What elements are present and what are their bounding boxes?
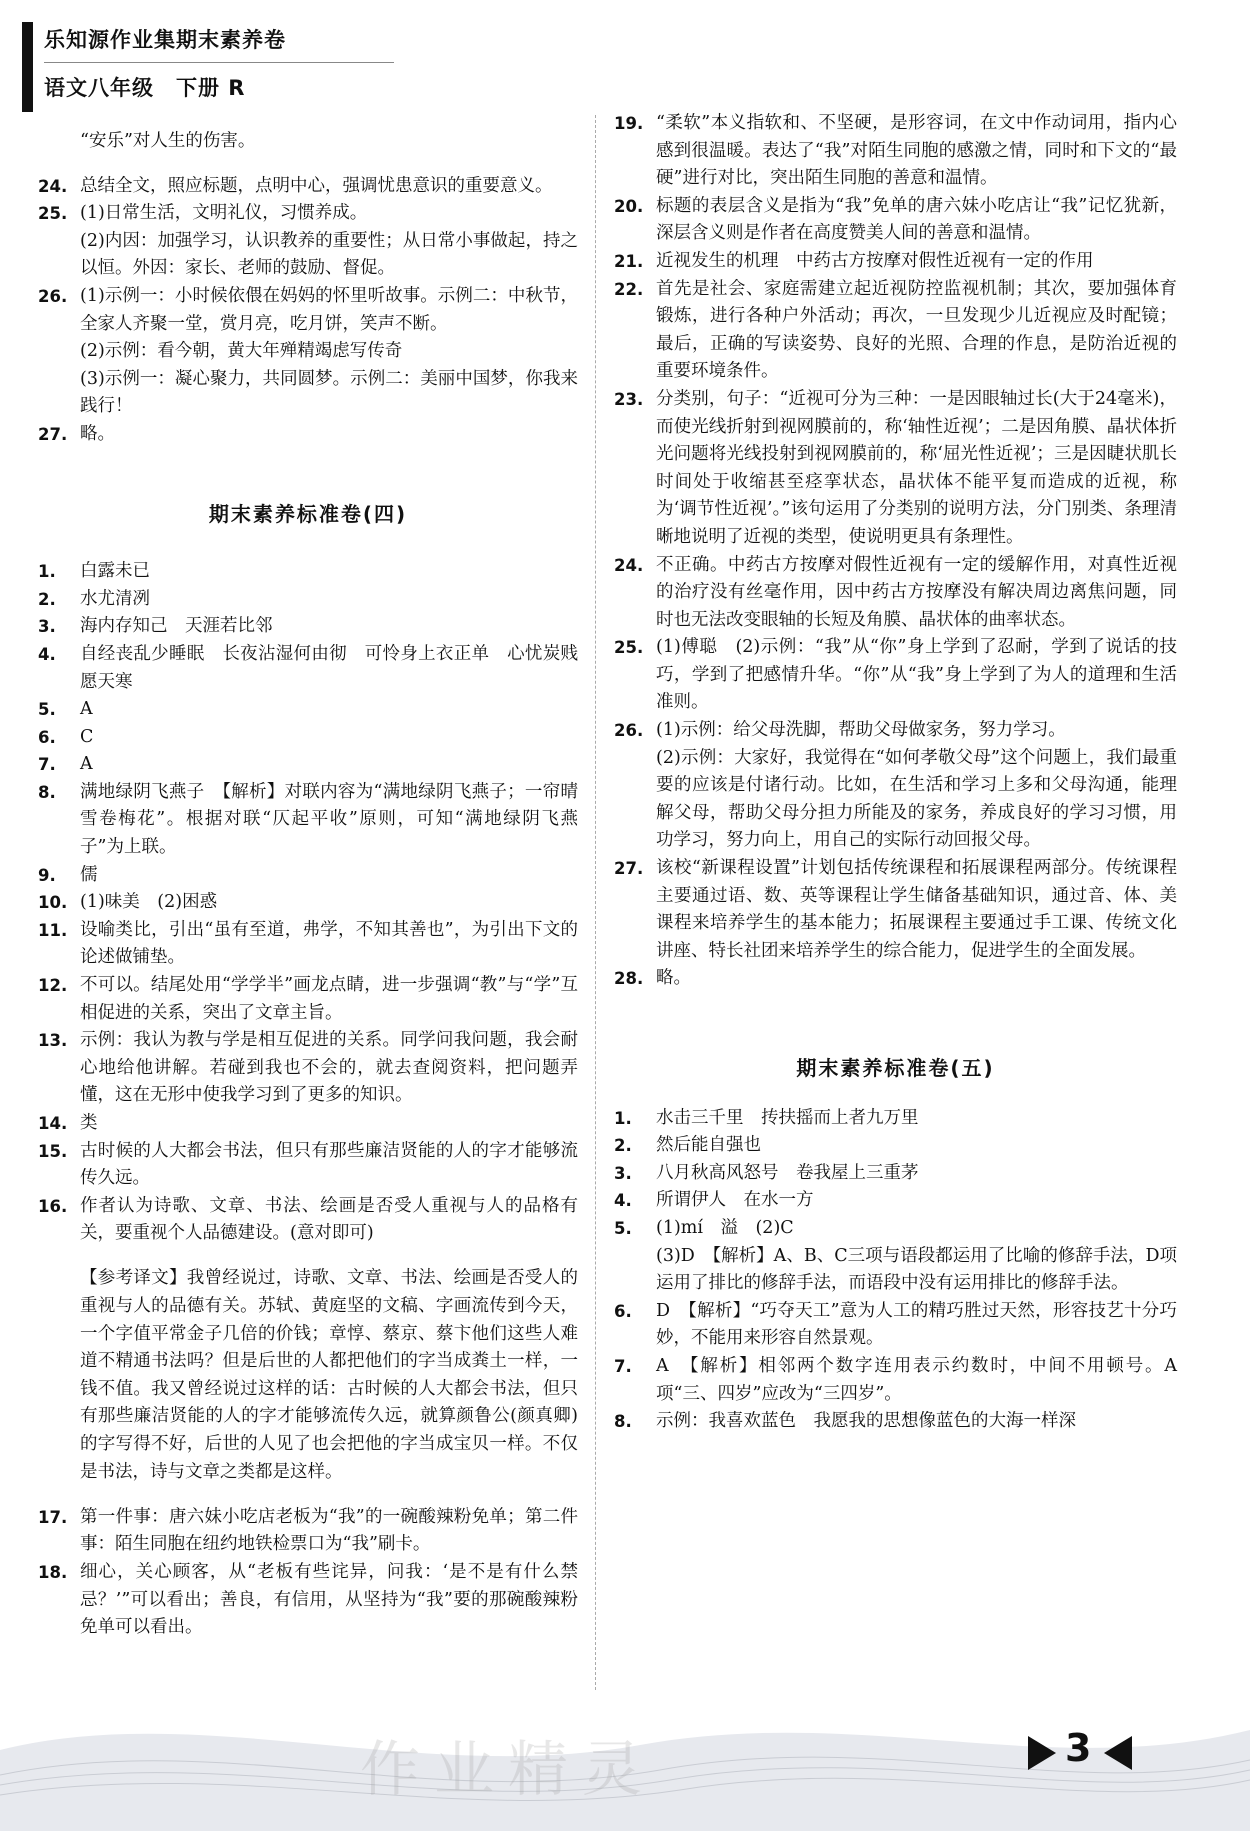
- answer-number: 8.: [38, 782, 56, 802]
- answer-item: [38, 1110, 578, 1138]
- answer-text: (2)示例：大家好，我觉得在“如何孝敬父母”这个问题上，我们最重要的应该是付诸行动。比如，在生活和学习上多和父母沟通，能理解父母，帮助父母分担力所能及的家务，养成良好的学习习惯，用功学习，努力向上，用自己的实际行动回报父母。: [656, 747, 1177, 851]
- answer-text: 不正确。中药古方按摩对假性近视有一定的缓解作用，对真性近视的治疗没有丝毫作用，因中药古方按摩没有解决周边离焦问题，同时也无法改变眼轴的长短及角膜、晶状体的曲率状态。: [656, 554, 1177, 630]
- answer-text: (1)mí 溢 (2)C: [656, 1217, 794, 1238]
- section-title-5: 期末素养标准卷(五): [796, 1056, 995, 1080]
- answer-item: [38, 421, 578, 449]
- answer-note: [38, 1265, 578, 1486]
- answer-item: [38, 1559, 578, 1642]
- answer-number: 17.: [38, 1507, 68, 1527]
- answer-text: 细心，关心顾客，从“老板有些诧异，问我：‘是不是有什么禁忌？’”可以看出；善良，有信用，从坚持为“我”要的那碗酸辣粉免单可以看出。: [80, 1561, 578, 1638]
- answer-text: 所谓伊人 在水一方: [656, 1190, 814, 1211]
- answer-text: (1)日常生活，文明礼仪，习惯养成。: [80, 203, 368, 224]
- answer-text: A: [80, 699, 93, 720]
- answers-section-5: [614, 1105, 1177, 1436]
- answer-text: 标题的表层含义是指为“我”免单的唐六妹小吃店让“我”记忆犹新，深层含义则是作者在高度赞美人间的善意和温情。: [656, 195, 1177, 244]
- answer-number: 1.: [38, 562, 56, 582]
- answer-text: (1)味美 (2)困惑: [80, 892, 218, 913]
- answer-number: 7.: [614, 1356, 632, 1376]
- answer-item: [38, 889, 578, 917]
- answer-number: 27.: [614, 859, 644, 879]
- answer-text: 近视发生的机理 中药古方按摩对假性近视有一定的作用: [656, 250, 1094, 271]
- answer-text: 然后能自强也: [656, 1135, 761, 1156]
- answer-number: 6.: [38, 727, 56, 747]
- answer-text: 水尤清冽: [80, 588, 150, 609]
- answer-text: 分类别，句子：“近视可分为三种：一是因眼轴过长(大于24毫米)，而使光线折射到视网膜前的，称‘轴性近视’；二是因角膜、晶状体折光问题将光线投射到视网膜前的，称‘屈光性近视’；三是因睫状肌长时间处于收缩甚至痉挛状态，晶状体不能平复而造成的近视，称为‘调节性近视’。”该句运用了分类别的说明方法，分门别类、条理清晰地说明了近视的类型，使说明更具有条理性。: [656, 388, 1177, 547]
- answer-item: [38, 1027, 578, 1110]
- answer-number: 15.: [38, 1141, 68, 1161]
- answer-item: [38, 862, 578, 890]
- answer-text: 示例：我认为教与学是相互促进的关系。同学问我问题，我会耐心地给他讲解。若碰到我也不会的，就去查阅资料，把问题弄懂，这在无形中使我学习到了更多的知识。: [80, 1030, 578, 1106]
- answer-number: 13.: [38, 1031, 68, 1051]
- answer-text: (2)内因：加强学习，认识教养的重要性；从日常小事做起，持之以恒。外因：家长、老师的鼓励、督促。: [80, 230, 578, 279]
- answer-item: [614, 1408, 1177, 1436]
- answer-item: [38, 1138, 578, 1193]
- answer-text: (1)示例：给父母洗脚，帮助父母做家务，努力学习。: [656, 720, 1066, 741]
- answer-item: [38, 751, 578, 779]
- answer-item: [614, 276, 1177, 386]
- answer-number: 24.: [614, 555, 644, 575]
- answer-text: 首先是社会、家庭需建立起近视防控监视机制；其次，要加强体育锻炼，进行各种户外活动；再次，一旦发现少儿近视应及时配镜；最后，正确的写读姿势、良好的光照、合理的作息，是防治近视的重要环境条件。: [656, 278, 1177, 382]
- answer-item: [614, 855, 1177, 965]
- answer-text: 白露未已: [80, 561, 150, 582]
- answer-item: [38, 779, 578, 862]
- answer-text: 略。: [656, 968, 691, 989]
- answer-item: [38, 558, 578, 586]
- answer-number: 26.: [614, 721, 644, 741]
- answer-text: 满地绿阴飞燕子 【解析】对联内容为“满地绿阴飞燕子；一帘晴雪卷梅花”。根据对联“仄起平收”原则，可知“满地绿阴飞燕子”为上联。: [80, 781, 578, 858]
- answer-text: 不可以。结尾处用“学学半”画龙点睛，进一步强调“教”与“学”互相促进的关系，突出了文章主旨。: [80, 975, 578, 1023]
- section-title-4: 期末素养标准卷(四): [208, 501, 408, 526]
- book-title: 乐知源作业集期末素养卷: [44, 28, 286, 52]
- answer-item: [614, 965, 1177, 993]
- answer-item: [38, 1193, 578, 1248]
- answers-section-4: [38, 558, 578, 1642]
- page-number: 3: [1065, 1726, 1092, 1770]
- answer-text: (1)傅聪 (2)示例：“我”从“你”身上学到了忍耐，学到了说话的技巧，学到了把感情升华。“你”从“我”身上学到了为人的道理和生活准则。: [656, 637, 1177, 713]
- answer-item: [38, 724, 578, 752]
- answers-section-3-tail: [38, 128, 578, 449]
- answer-text: 八月秋高风怒号 卷我屋上三重茅: [656, 1162, 919, 1183]
- answer-text: 古时候的人大都会书法，但只有那些廉洁贤能的人的字才能够流传久远。: [80, 1140, 578, 1189]
- book-subtitle: 语文八年级 下册 R: [44, 76, 246, 100]
- answer-item: [614, 193, 1177, 248]
- answer-number: 4.: [614, 1191, 632, 1211]
- answer-number: 27.: [38, 424, 68, 444]
- answer-number: 11.: [38, 920, 68, 940]
- answer-item: [614, 248, 1177, 276]
- answer-number: 16.: [38, 1196, 68, 1216]
- answer-item: [38, 173, 578, 201]
- answer-item: [614, 1160, 1177, 1188]
- answer-number: 20.: [614, 196, 644, 216]
- answer-number: 28.: [614, 969, 644, 989]
- answer-number: 14.: [38, 1114, 68, 1133]
- answer-text: 类: [80, 1113, 98, 1133]
- answer-text: 水击三千里 抟扶摇而上者九万里: [656, 1107, 919, 1128]
- answer-number: 12.: [38, 976, 68, 996]
- answer-number: 24.: [38, 176, 68, 196]
- answer-text: 自经丧乱少睡眠 长夜沾湿何由彻 可怜身上衣正单 心忧炭贱愿天寒: [80, 643, 578, 692]
- answer-number: 3.: [614, 1163, 632, 1183]
- answer-item: [38, 641, 578, 696]
- answer-number: 8.: [614, 1412, 632, 1432]
- answer-number: 25.: [614, 638, 644, 658]
- answer-text: 海内存知己 天涯若比邻: [80, 616, 273, 637]
- header-rule: [44, 62, 394, 63]
- answer-number: 25.: [38, 204, 68, 224]
- answer-number: 6.: [614, 1301, 632, 1321]
- answer-note: [38, 128, 578, 156]
- answer-item: [614, 1132, 1177, 1160]
- answer-number: 2.: [38, 589, 56, 609]
- watermark-text: 作业精灵: [360, 1735, 656, 1805]
- answer-item: [38, 696, 578, 724]
- answer-number: 22.: [614, 279, 644, 299]
- answer-number: 18.: [38, 1562, 68, 1582]
- answer-item: [614, 1353, 1177, 1408]
- answer-text: 总结全文，照应标题，点明中心，强调忧患意识的重要意义。: [80, 175, 553, 196]
- answer-item: [614, 634, 1177, 717]
- answer-text: 设喻类比，引出“虽有至道，弗学，不知其善也”，为引出下文的论述做铺垫。: [80, 919, 578, 968]
- answer-text: 【参考译文】我曾经说过，诗歌、文章、书法、绘画是否受人的重视与人的品德有关。苏轼、黄庭坚的文稿、字画流传到今天，一个字值平常金子几倍的价钱；章惇、蔡京、蔡卞他们这些人难道不精通书法吗？但是后世的人都把他们的字当成粪土一样，一钱不值。我又曾经说过这样的话：古时候的人大都会书法，但只有那些廉洁贤能的人的字才能够流传久远，就算颜鲁公(颜真卿)的字写得不好，后世的人见了也会把他的字当成宝贝一样。不仅是书法，诗与文章之类都是这样。: [80, 1268, 578, 1482]
- answer-text: C: [80, 726, 94, 747]
- answer-item: [614, 110, 1177, 193]
- header-bar: [22, 22, 33, 112]
- answer-text: D 【解析】“巧夺天工”意为人工的精巧胜过天然，形容技艺十分巧妙，不能用来形容自然景观。: [656, 1300, 1177, 1349]
- answer-item: [38, 283, 578, 421]
- answer-item: [38, 917, 578, 972]
- answer-text: 儒: [80, 864, 98, 885]
- answer-number: 5.: [614, 1218, 632, 1238]
- answer-number: 4.: [38, 644, 56, 664]
- answer-number: 7.: [38, 755, 56, 775]
- answer-number: 3.: [38, 617, 56, 637]
- answer-item: [614, 1298, 1177, 1353]
- column-divider: [595, 115, 596, 1690]
- answer-number: 21.: [614, 251, 644, 271]
- answer-item: [38, 1504, 578, 1559]
- answer-text: 作者认为诗歌、文章、书法、绘画是否受人重视与人的品格有关，要重视个人品德建设。(意对即可): [80, 1195, 578, 1244]
- answer-item: [614, 1187, 1177, 1215]
- answer-text: 该校“新课程设置”计划包括传统课程和拓展课程两部分。传统课程主要通过语、数、英等课程让学生储备基础知识，通过音、体、美课程来培养学生的基本能力；拓展课程主要通过手工课、传统文化讲座、特长社团来培养学生的综合能力，促进学生的全面发展。: [656, 858, 1177, 961]
- answer-item: [38, 200, 578, 283]
- answer-item: [38, 972, 578, 1027]
- answer-text: (1)示例一：小时候依偎在妈妈的怀里听故事。示例二：中秋节，全家人齐聚一堂，赏月亮，吃月饼，笑声不断。: [80, 285, 578, 334]
- answer-item: [614, 386, 1177, 552]
- page-number-block: [1020, 1728, 1140, 1778]
- answer-text: A 【解析】相邻两个数字连用表示约数时，中间不用顿号。A项“三、四岁”应改为“三四岁”。: [656, 1355, 1177, 1404]
- answer-text: 示例：我喜欢蓝色 我愿我的思想像蓝色的大海一样深: [656, 1411, 1076, 1432]
- answer-number: 2.: [614, 1136, 632, 1156]
- answer-text: (3)D 【解析】A、B、C三项与语段都运用了比喻的修辞手法，D项运用了排比的修辞手法，而语段中没有运用排比的修辞手法。: [656, 1245, 1177, 1294]
- answer-item: [614, 552, 1177, 635]
- answer-number: 19.: [614, 114, 644, 133]
- answer-text: “安乐”对人生的伤害。: [80, 130, 256, 151]
- answer-text: 第一件事：唐六妹小吃店老板为“我”的一碗酸辣粉免单；第二件事：陌生同胞在纽约地铁检票口为“我”刷卡。: [80, 1506, 578, 1555]
- answer-number: 23.: [614, 389, 644, 409]
- answer-text: 略。: [80, 423, 115, 444]
- answer-item: [614, 1105, 1177, 1133]
- answer-number: 26.: [38, 286, 68, 306]
- right-column: [614, 110, 1177, 1436]
- answer-item: [38, 586, 578, 614]
- answer-item: [614, 717, 1177, 855]
- answers-section-4-continued: [614, 110, 1177, 993]
- answer-number: 9.: [38, 865, 56, 885]
- answer-text: (2)示例：看今朝，黄大年殚精竭虑写传奇: [80, 341, 403, 362]
- answer-number: 1.: [614, 1108, 632, 1128]
- left-column: [38, 110, 578, 1642]
- answer-number: 5.: [38, 700, 56, 720]
- answer-text: “柔软”本义指软和、不坚硬，是形容词，在文中作动词用，指内心感到很温暖。表达了“我”对陌生同胞的感激之情，同时和下文的“最硬”进行对比，突出陌生同胞的善意和温情。: [656, 113, 1177, 189]
- answer-text: A: [80, 754, 93, 775]
- answer-item: [614, 1215, 1177, 1298]
- answer-number: 10.: [38, 893, 68, 913]
- answer-item: [38, 613, 578, 641]
- answer-text: (3)示例一：凝心聚力，共同圆梦。示例二：美丽中国梦，你我来践行！: [80, 368, 578, 417]
